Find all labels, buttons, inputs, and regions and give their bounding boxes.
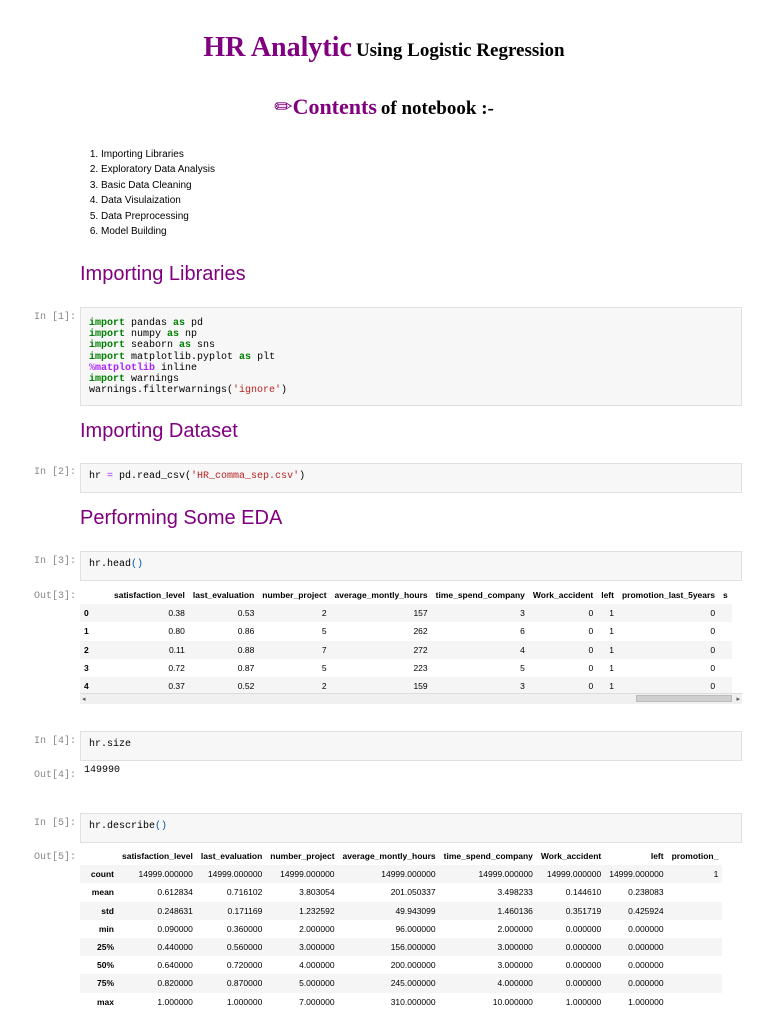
column-header: time_spend_company bbox=[443, 851, 533, 862]
code-cell-1[interactable]: import pandas as pd import numpy as np import seaborn as sns import matplotlib.pyplot as plt %matplotlib inline import warnings warnings.filterwarnings('ignore') bbox=[80, 307, 742, 406]
column-header: satisfaction_level bbox=[122, 851, 193, 862]
section-heading-libraries: Importing Libraries bbox=[80, 263, 246, 285]
table-row: 75% 0.820000 0.870000 5.000000 245.000000 4.000000 0.000000 0.000000 bbox=[80, 974, 722, 992]
cell-4-out-prompt: Out[4]: bbox=[33, 770, 76, 781]
column-header: s bbox=[723, 590, 728, 601]
column-header: satisfaction_level bbox=[114, 590, 185, 601]
describe-dataframe bbox=[80, 847, 722, 1011]
contents-heading bbox=[0, 94, 768, 120]
head-dataframe bbox=[80, 586, 732, 693]
section-heading-dataset: Importing Dataset bbox=[80, 420, 238, 442]
table-row: max 1.000000 1.000000 7.000000 310.000000 10.000000 1.000000 1.000000 bbox=[96, 996, 664, 1007]
column-header: time_spend_company bbox=[435, 590, 525, 601]
code-cell-2[interactable]: hr = pd.read_csv('HR_comma_sep.csv') bbox=[80, 463, 742, 493]
pencil-icon: ✏ bbox=[274, 94, 293, 119]
column-header: Work_accident bbox=[540, 851, 602, 862]
toc-item: 4. Data Visulaization bbox=[101, 193, 215, 208]
table-row: 2 0.11 0.88 7 272 4 0 1 0 bbox=[80, 641, 732, 659]
cell-4-prompt: In [4]: bbox=[33, 736, 76, 747]
code-cell-3[interactable]: hr.head() bbox=[80, 551, 742, 581]
contents-sub: of notebook :- bbox=[380, 98, 494, 119]
column-header: last_evaluation bbox=[200, 851, 263, 862]
column-header: promotion_last_5years bbox=[621, 590, 716, 601]
table-row: 3 0.72 0.87 5 223 5 0 1 0 bbox=[84, 662, 716, 673]
column-header: promotion_ bbox=[671, 851, 719, 862]
table-row: mean 0.612834 0.716102 3.803054 201.050337 3.498233 0.144610 0.238083 bbox=[91, 887, 664, 898]
toc-item: 5. Data Preprocessing bbox=[101, 209, 215, 224]
column-header: last_evaluation bbox=[192, 590, 255, 601]
table-of-contents bbox=[86, 147, 215, 239]
column-header: Work_accident bbox=[532, 590, 594, 601]
table-row: 25% 0.440000 0.560000 3.000000 156.000000 3.000000 0.000000 0.000000 bbox=[80, 938, 722, 956]
code-cell-5[interactable]: hr.describe() bbox=[80, 813, 742, 843]
cell-2-prompt: In [2]: bbox=[33, 467, 76, 478]
title-main: HR Analytic bbox=[203, 32, 352, 63]
cell-3-out-prompt: Out[3]: bbox=[33, 591, 76, 602]
cell-3-prompt: In [3]: bbox=[33, 556, 76, 567]
table-header-row bbox=[80, 847, 722, 865]
describe-output-viewport[interactable] bbox=[80, 847, 742, 1012]
contents-main: Contents bbox=[292, 94, 377, 119]
column-header: left bbox=[650, 851, 664, 862]
code-cell-4[interactable]: hr.size bbox=[80, 731, 742, 761]
cell-1-prompt: In [1]: bbox=[33, 312, 76, 323]
toc-item: 2. Exploratory Data Analysis bbox=[101, 162, 215, 177]
table-row: min 0.090000 0.360000 2.000000 96.000000 2.000000 0.000000 0.000000 bbox=[98, 923, 664, 934]
table-header-row bbox=[80, 586, 732, 604]
table-row: 4 0.37 0.52 2 159 3 0 1 0 bbox=[80, 677, 732, 693]
cell-5-out-prompt: Out[5]: bbox=[33, 852, 76, 863]
scroll-left-icon[interactable]: ◂ bbox=[82, 696, 86, 703]
horizontal-scrollbar[interactable] bbox=[80, 693, 742, 704]
table-row: count 14999.000000 14999.000000 14999.000000 14999.000000 14999.000000 14999.000000 14999.000000 1 bbox=[80, 865, 722, 883]
scrollbar-thumb[interactable] bbox=[636, 695, 732, 702]
table-row: 50% 0.640000 0.720000 4.000000 200.000000 3.000000 0.000000 0.000000 bbox=[96, 960, 664, 971]
column-header: average_montly_hours bbox=[342, 851, 436, 862]
section-heading-eda: Performing Some EDA bbox=[80, 507, 283, 529]
table-row: 0 0.38 0.53 2 157 3 0 1 0 bbox=[80, 604, 732, 622]
notebook-title bbox=[0, 32, 768, 64]
toc-item: 3. Basic Data Cleaning bbox=[101, 178, 215, 193]
column-header: left bbox=[601, 590, 614, 601]
table-row: std 0.248631 0.171169 1.232592 49.943099 1.460136 0.351719 0.425924 bbox=[80, 902, 722, 920]
table-row: 1 0.80 0.86 5 262 6 0 1 0 bbox=[84, 626, 716, 637]
column-header: number_project bbox=[262, 590, 327, 601]
cell-5-prompt: In [5]: bbox=[33, 818, 76, 829]
toc-item: 6. Model Building bbox=[101, 224, 215, 239]
size-output: 149990 bbox=[84, 765, 121, 776]
title-sub: Using Logistic Regression bbox=[355, 40, 565, 61]
column-header: average_montly_hours bbox=[334, 590, 428, 601]
toc-item: 1. Importing Libraries bbox=[101, 147, 215, 162]
scroll-right-icon[interactable]: ▸ bbox=[736, 696, 740, 703]
column-header: number_project bbox=[270, 851, 335, 862]
head-output-viewport[interactable] bbox=[80, 586, 742, 693]
